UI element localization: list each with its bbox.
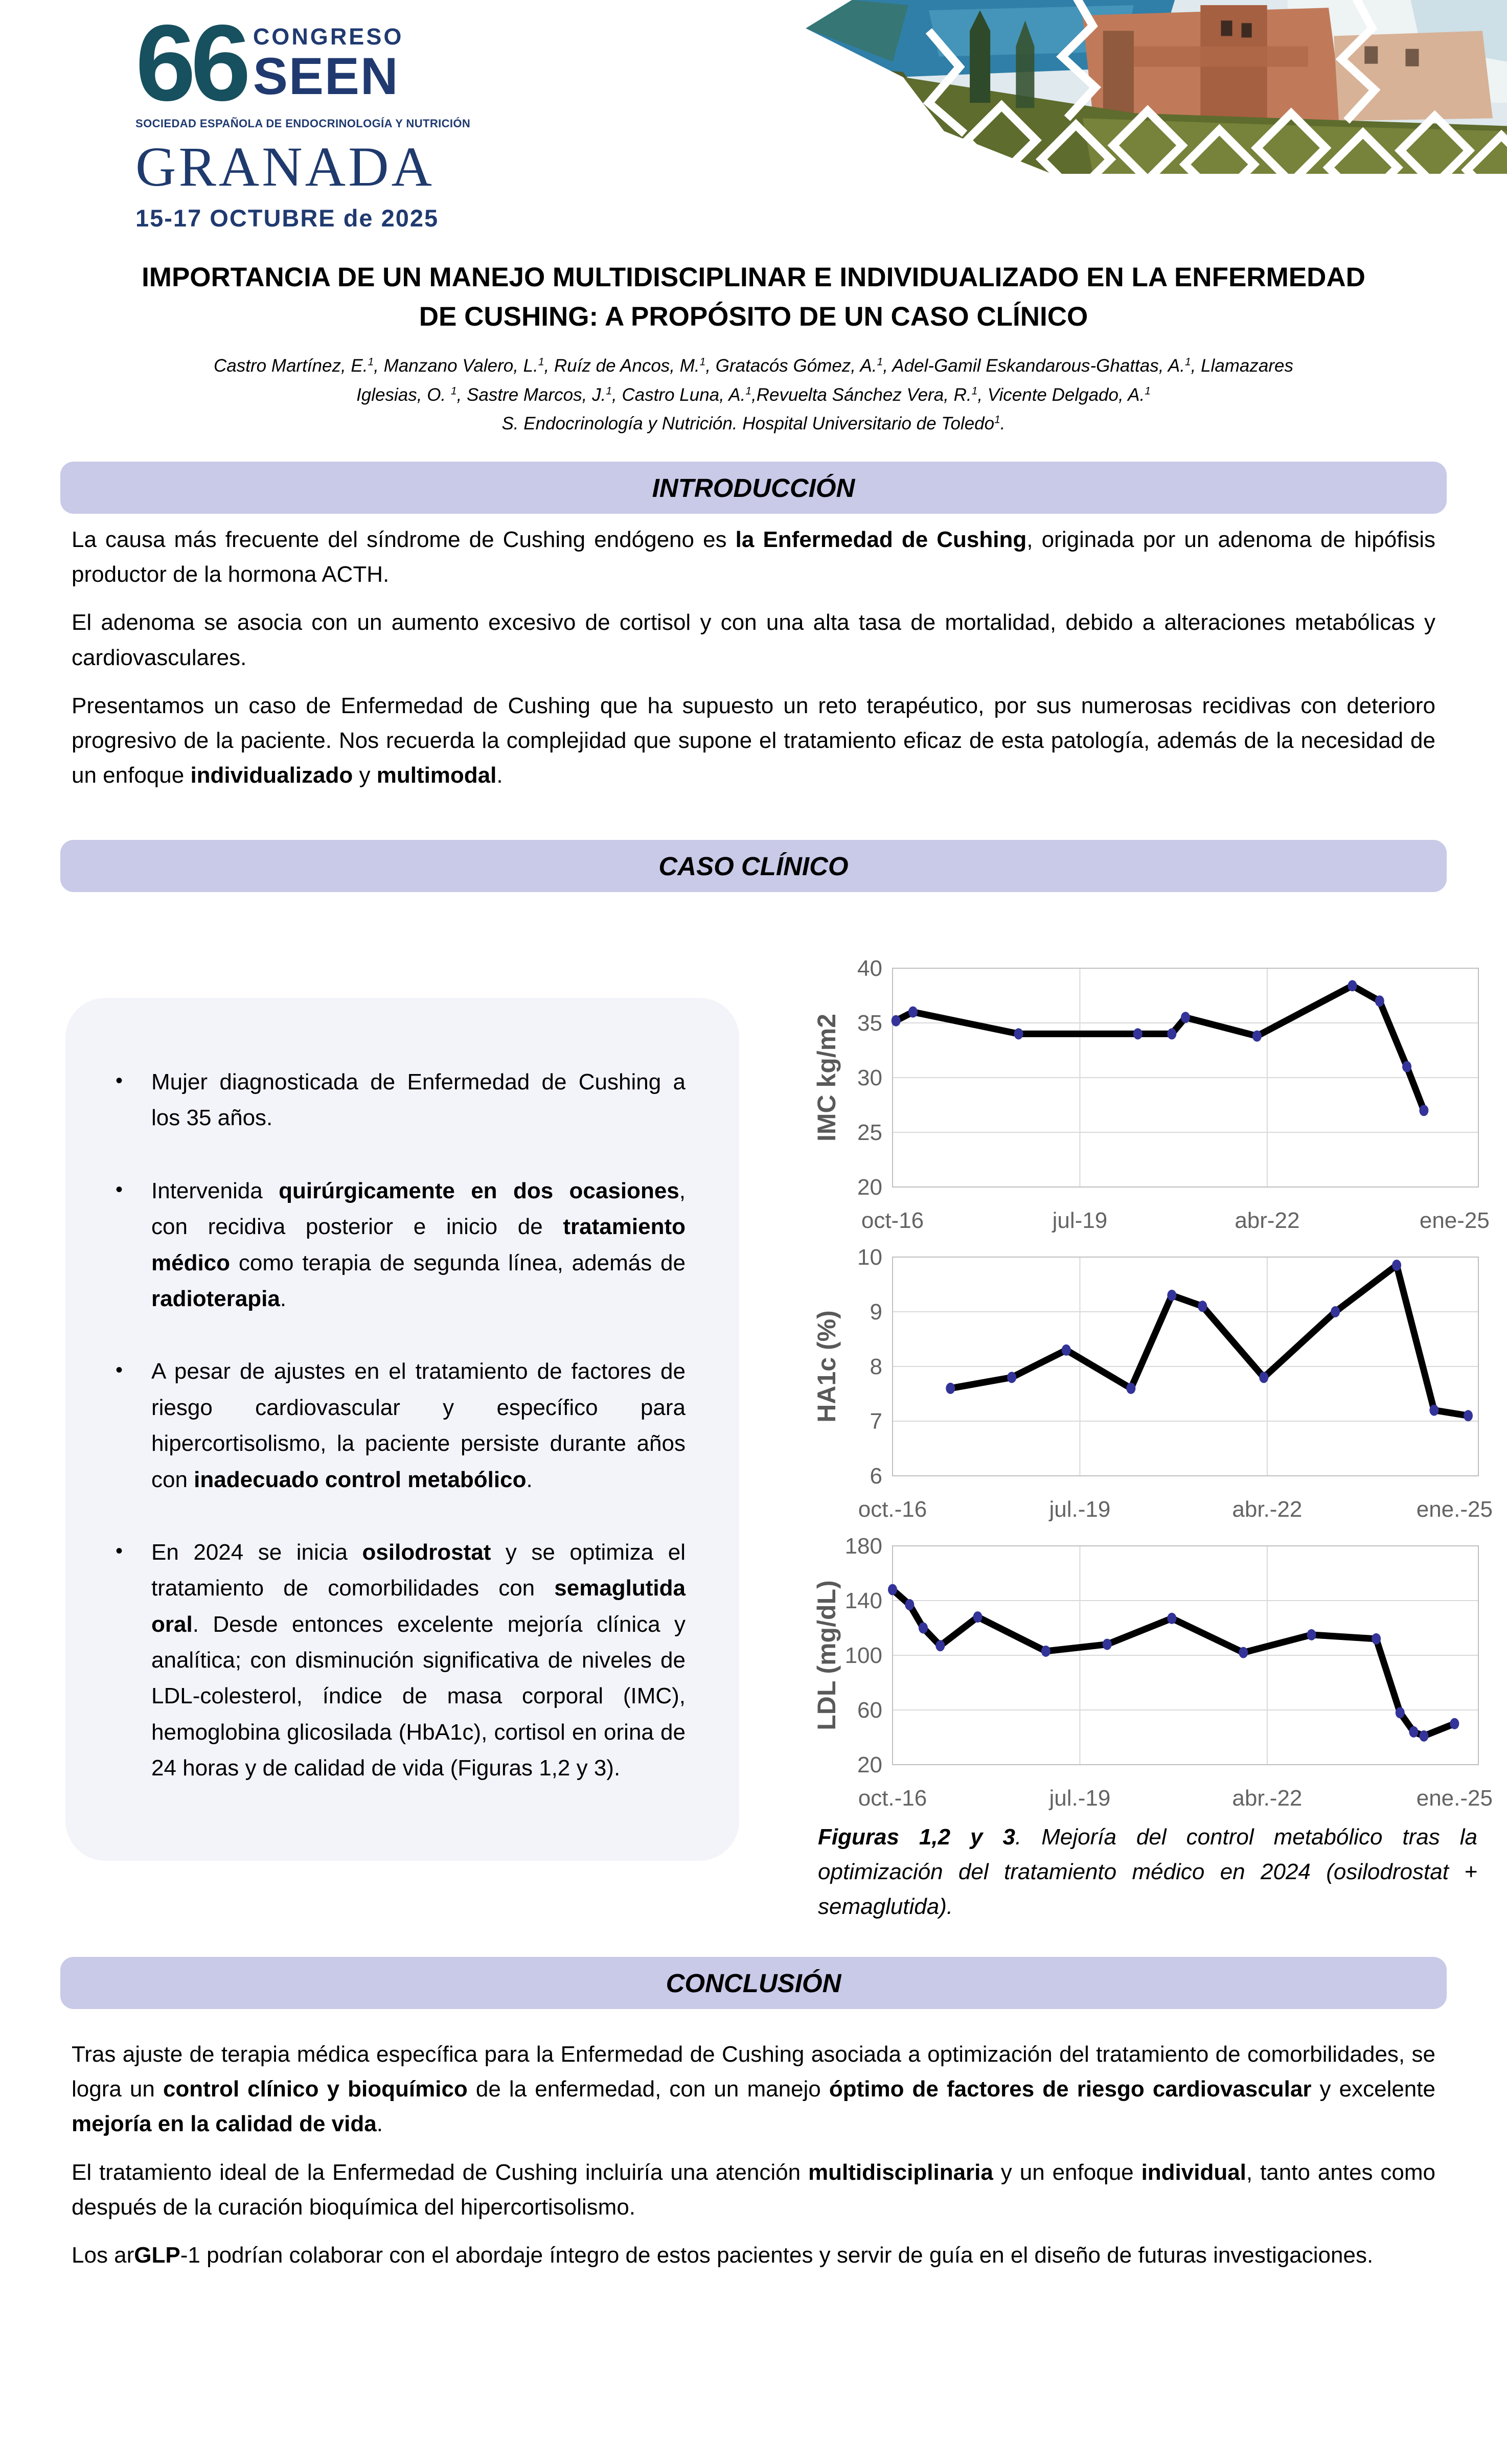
bullet-marker-icon: • [116,1069,123,1092]
svg-text:HA1c (%): HA1c (%) [812,1310,841,1423]
svg-text:30: 30 [857,1065,882,1090]
granada-artwork [775,0,1507,174]
authors-line1: Castro Martínez, E.$^1$, Manzano Valero, L.$^1$, Ruíz de Ancos, M.$^1$, Gratacós Gómez, A.$^1$, Adel-Gamil Eskandarous-Ghattas, A.$^1$, Llamazares [214,356,1293,376]
conclusion-text-block [72,2037,1435,2286]
svg-text:ene-25: ene-25 [1419,1208,1490,1233]
svg-text:IMC kg/m2: IMC kg/m2 [812,1013,841,1142]
logo-wordmark [253,15,404,105]
logo-society-text: SOCIEDAD ESPAÑOLA DE ENDOCRINOLOGÍA Y NUTRICIÓN [135,117,471,130]
svg-text:100: 100 [844,1643,882,1668]
case-bullet-card [65,998,739,1861]
bullet-marker-icon: • [116,1539,123,1562]
conclusion-paragraph-3: Los arGLP-1 podrían colaborar con el abordaje íntegro de estos pacientes y servir de guía en el diseño de futuras investigaciones. [72,2242,1374,2268]
poster-title-line1: IMPORTANCIA DE UN MANEJO MULTIDISCIPLINAR E INDIVIDUALIZADO EN LA ENFERMEDAD [142,262,1365,292]
case-bullet-1: • Mujer diagnosticada de Enfermedad de Cushing a los 35 años. [111,1064,686,1136]
svg-text:20: 20 [857,1752,882,1777]
svg-text:abr-22: abr-22 [1235,1208,1300,1233]
section-banner-conclusion [60,1957,1447,2009]
logo-seen-text: SEEN [253,47,399,105]
svg-text:ene.-25: ene.-25 [1416,1497,1493,1522]
conclusion-paragraph-1: Tras ajuste de terapia médica específica para la Enfermedad de Cushing asociada a optimización del tratamiento de comorbilidades, se logra un control clínico y bioquímico de la enfermedad, con un manejo óptimo de factores de riesgo cardiovascular y excelente mejoría en la calidad de vida. [72,2042,1435,2137]
logo-congreso-text: CONGRESO [253,24,404,50]
svg-text:abr.-22: abr.-22 [1232,1497,1303,1522]
authors-block [68,352,1438,439]
svg-text:jul-19: jul-19 [1052,1208,1108,1233]
intro-paragraph-3: Presentamos un caso de Enfermedad de Cushing que ha supuesto un reto terapéutico, por sus numerosas recidivas con deterioro progresivo de la paciente. Nos recuerda la complejidad que supone el tratamiento eficaz de esta patología, además de la necesidad de un enfoque individualizado y multimodal. [72,693,1435,788]
section-title-conclusion: CONCLUSIÓN [666,1968,841,1998]
svg-text:abr.-22: abr.-22 [1232,1786,1303,1811]
seen-congress-logo [135,2,471,232]
svg-text:7: 7 [870,1409,882,1434]
svg-text:jul.-19: jul.-19 [1049,1786,1111,1811]
figures-caption: Figuras 1,2 y 3. Mejoría del control metabólico tras la optimización del tratamiento médico en 2024 (osilodrostat + semaglutida). [818,1824,1477,1920]
section-title-introduccion: INTRODUCCIÓN [652,473,855,503]
section-title-caso-clinico: CASO CLÍNICO [658,851,849,881]
figure-2-hba1c-chart [812,1244,1494,1530]
svg-text:8: 8 [870,1354,882,1379]
figure-3-ldl-chart [812,1533,1494,1819]
svg-text:140: 140 [844,1588,882,1613]
logo-city-text: GRANADA [135,135,435,198]
figure-1-imc-chart [812,955,1494,1241]
affiliation-line: S. Endocrinología y Nutrición. Hospital Universitario de Toledo$^1$. [501,414,1006,434]
svg-text:25: 25 [857,1120,882,1145]
logo-dates-text: 15-17 OCTUBRE de 2025 [135,204,439,232]
svg-text:40: 40 [857,956,882,981]
authors-line2: Iglesias, O. $^1$, Sastre Marcos, J.$^1$, Castro Luna, A.$^1$,Revuelta Sánchez Vera, R.$^1$, Vicente Delgado, A.$^1$ [356,384,1151,405]
bullet-marker-icon: • [116,1359,123,1382]
svg-text:oct-16: oct-16 [861,1208,924,1233]
logo-number: 66 [135,2,246,123]
case-bullet-3: • A pesar de ajustes en el tratamiento de factores de riesgo cardiovascular y específico para hipercortisolismo, la paciente persiste durante años con inadecuado control metabólico. [111,1354,686,1498]
svg-text:LDL (mg/dL): LDL (mg/dL) [812,1580,841,1730]
poster-title [20,258,1487,337]
conclusion-paragraph-2: El tratamiento ideal de la Enfermedad de Cushing incluiría una atención multidisciplinaria y un enfoque individual, tanto antes como después de la curación bioquímica del hipercortisolismo. [72,2159,1436,2220]
svg-text:jul.-19: jul.-19 [1049,1497,1111,1522]
svg-text:oct.-16: oct.-16 [858,1786,927,1811]
intro-paragraph-2: El adenoma se asocia con un aumento excesivo de cortisol y con una alta tasa de mortalidad, debido a alteraciones metabólicas y cardiovasculares. [72,610,1435,670]
section-banner-caso-clinico [60,840,1447,892]
svg-text:20: 20 [857,1175,882,1200]
logo-top-row [135,2,463,123]
svg-text:60: 60 [857,1698,882,1723]
svg-text:180: 180 [844,1534,882,1559]
section-banner-introduccion [60,462,1447,514]
granada-artwork-illustration [775,0,1507,174]
poster-title-line2: DE CUSHING: A PROPÓSITO DE UN CASO CLÍNICO [419,301,1088,332]
svg-text:oct.-16: oct.-16 [858,1497,927,1522]
bullet-marker-icon: • [116,1178,123,1201]
svg-text:9: 9 [870,1299,882,1325]
figures-column [812,955,1494,1821]
intro-text-block [72,522,1435,806]
svg-text:ene.-25: ene.-25 [1416,1786,1493,1811]
case-bullet-2: • Intervenida quirúrgicamente en dos ocasiones, con recidiva posterior e inicio de tratamiento médico como terapia de segunda línea, además de radioterapia. [111,1173,686,1317]
intro-paragraph-1: La causa más frecuente del síndrome de Cushing endógeno es la Enfermedad de Cushing, originada por un adenoma de hipófisis productor de la hormona ACTH. [72,527,1436,587]
svg-text:10: 10 [857,1245,882,1270]
case-bullet-4: • En 2024 se inicia osilodrostat y se optimiza el tratamiento de comorbilidades con semaglutida oral. Desde entonces excelente mejoría clínica y analítica; con disminución significativa de niveles de LDL-colesterol, índice de masa corporal (IMC), hemoglobina glicosilada (HbA1c), cortisol en orina de 24 horas y de calidad de vida (Figuras 1,2 y 3). [111,1535,686,1787]
svg-text:35: 35 [857,1011,882,1036]
svg-text:6: 6 [870,1464,882,1489]
